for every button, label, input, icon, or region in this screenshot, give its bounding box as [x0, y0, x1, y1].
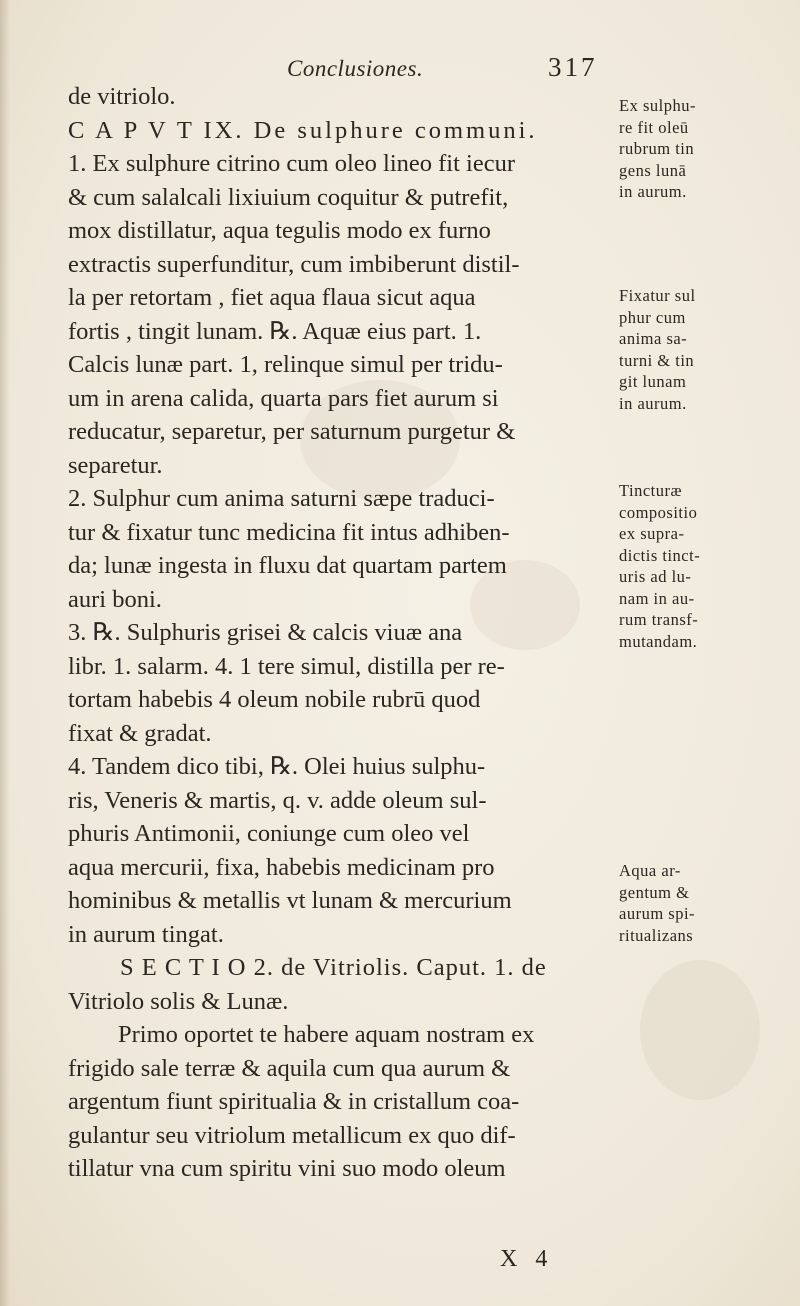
text-line: hominibus & metallis vt lunam & mercurium	[68, 887, 512, 914]
margin-note-line: phur cum	[619, 307, 686, 327]
text-line: 1. Ex sulphure citrino cum oleo lineo fit iecur	[68, 150, 516, 177]
margin-note-line: gentum &	[619, 882, 690, 902]
margin-note-line: compositio	[619, 502, 698, 522]
margin-note-line: turni & tin	[619, 350, 695, 370]
page-number: 317	[548, 52, 598, 82]
text-line: tillatur vna cum spiritu vini suo modo oleum	[68, 1155, 506, 1182]
text-line: frigido sale terræ & aquila cum qua aurum &	[68, 1054, 511, 1082]
margin-note-line: Aqua ar-	[619, 861, 681, 880]
margin-note-line: rum transf-	[619, 610, 699, 629]
text-line: um in arena calida, quarta pars fiet aurum si	[68, 384, 499, 412]
section-heading: S E C T I O 2. de Vitriolis. Caput. 1. de	[120, 954, 547, 981]
text-line: extractis superfunditur, cum imbiberunt distil-	[68, 250, 520, 278]
text-line: 2. Sulphur cum anima saturni sæpe traduci-	[68, 485, 495, 512]
text-line: gulantur seu vitriolum metallicum ex quo dif-	[68, 1121, 516, 1149]
margin-note-line: nam in au-	[619, 588, 695, 608]
margin-note-line: in aurum.	[619, 393, 687, 413]
text-line: & cum salalcali lixiuium coquitur & putrefit,	[68, 183, 509, 211]
margin-note	[619, 480, 789, 652]
text-line: fortis , tingit lunam. ℞. Aquæ eius part. 1.	[68, 317, 482, 345]
main-text-column	[68, 80, 613, 1186]
text-line: argentum fiunt spiritualia & in cristallum coa-	[68, 1088, 520, 1115]
margin-note	[619, 95, 789, 203]
margin-note-line: ritualizans	[619, 925, 694, 945]
margin-note-line: anima sa-	[619, 329, 688, 348]
text-line: auri boni.	[68, 585, 162, 613]
margin-note-line: Fixatur sul	[619, 286, 696, 305]
margin-note-line: mutandam.	[619, 631, 698, 651]
margin-note-line: uris ad lu-	[619, 567, 692, 586]
text-line: 4. Tandem dico tibi, ℞. Olei huius sulphu-	[68, 753, 486, 780]
margin-note-line: dictis tinct-	[619, 545, 701, 565]
margin-note-line: re fit oleū	[619, 117, 689, 137]
text-line: fixat & gradat.	[68, 719, 212, 747]
text-line: phuris Antimonii, coniunge cum oleo vel	[68, 820, 470, 847]
text-line: aqua mercurii, fixa, habebis medicinam pro	[68, 853, 495, 881]
margin-note	[619, 285, 789, 414]
running-title: Conclusiones.	[287, 56, 424, 81]
text-line: Calcis lunæ part. 1, relinque simul per tridu-	[68, 351, 503, 378]
text-line: da; lunæ ingesta in fluxu dat quartam partem	[68, 552, 507, 579]
text-line: 3. ℞. Sulphuris grisei & calcis viuæ ana	[68, 619, 463, 646]
text-line: mox distillatur, aqua tegulis modo ex furno	[68, 217, 491, 244]
margin-note-line: in aurum.	[619, 182, 687, 201]
margin-note-line: ex supra-	[619, 524, 685, 543]
margin-note-line: git lunam	[619, 372, 687, 391]
margin-note-line: aurum spi-	[619, 904, 696, 923]
paper-stain	[640, 960, 760, 1100]
text-line: separetur.	[68, 451, 163, 479]
text-line: tortam habebis 4 oleum nobile rubrū quod	[68, 686, 481, 713]
margin-note-line: rubrum tin	[619, 139, 695, 158]
margin-note-line: Ex sulphu-	[619, 96, 696, 115]
page-shadow	[0, 0, 10, 1306]
margin-note-line: gens lunā	[619, 160, 687, 180]
text-line: la per retortam , fiet aqua flaua sicut aqua	[68, 284, 476, 311]
text-line: Primo oportet te habere aquam nostram ex	[118, 1021, 535, 1048]
text-line: reducatur, separetur, per saturnum purgetur &	[68, 418, 516, 445]
catchword-signature: X 4	[500, 1246, 554, 1272]
margin-note-line: Tincturæ	[619, 481, 682, 500]
text-line: de vitriolo.	[68, 83, 176, 110]
text-line: in aurum tingat.	[68, 920, 224, 948]
section-heading: Vitriolo solis & Lunæ.	[68, 987, 289, 1015]
text-line: tur & fixatur tunc medicina fit intus adhiben-	[68, 518, 510, 546]
chapter-heading: C A P V T IX. De sulphure communi.	[68, 116, 538, 144]
text-line: ris, Veneris & martis, q. v. adde oleum sul-	[68, 786, 487, 814]
text-line: libr. 1. salarm. 4. 1 tere simul, distilla per re-	[68, 652, 505, 680]
margin-note	[619, 860, 789, 946]
